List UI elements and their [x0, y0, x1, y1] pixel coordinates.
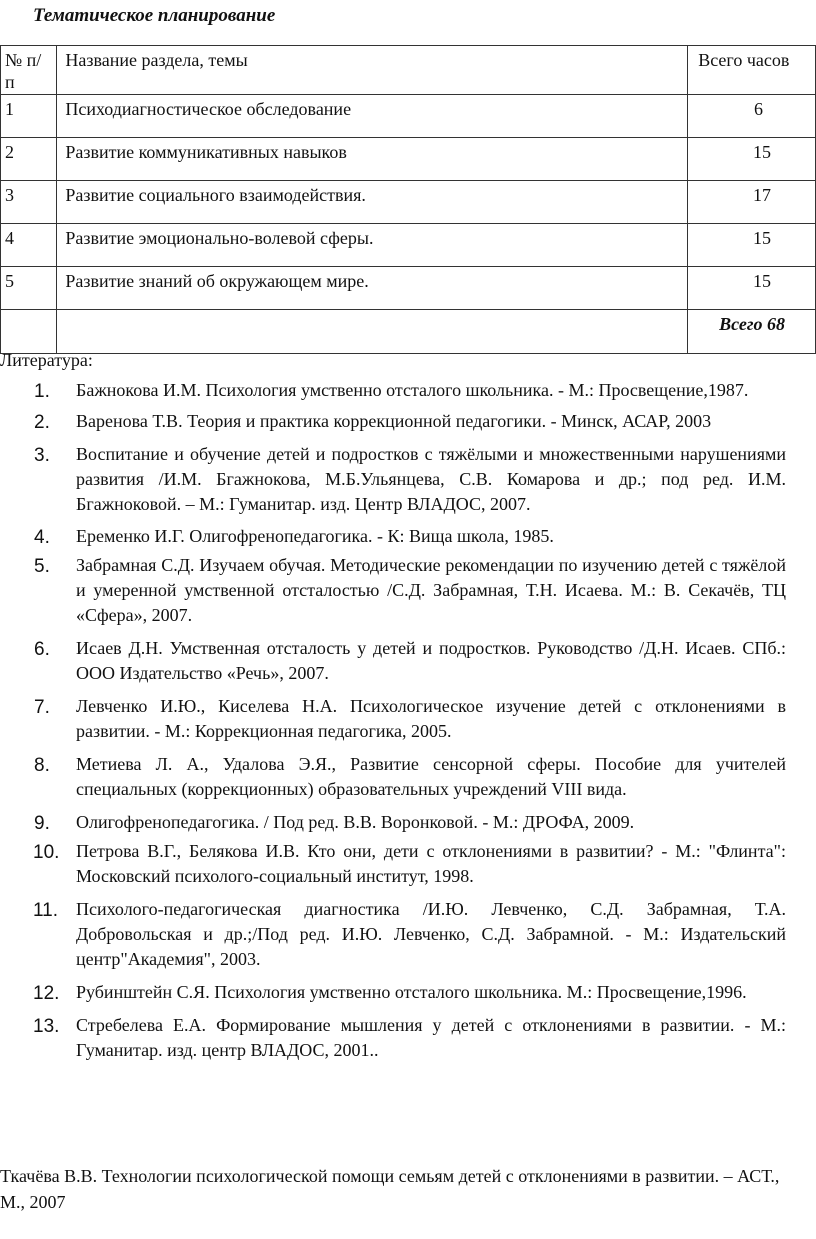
- row-name: Развитие знаний об окружающем мире.: [57, 267, 688, 310]
- page-title: Тематическое планирование: [33, 5, 276, 26]
- thematic-plan-table: [0, 45, 816, 354]
- list-item: [0, 810, 786, 835]
- item-text: Стребелева Е.А. Формирование мышления у детей с отклонениями в развитии. - М.: Гуманитар. изд. центр ВЛАДОС, 2001..: [76, 1015, 786, 1060]
- row-hours-cell: [688, 267, 816, 310]
- item-number: 12.: [33, 983, 60, 1004]
- row-hours: 15: [753, 142, 771, 162]
- row-name: Психодиагностическое обследование: [57, 95, 688, 138]
- row-name: Развитие коммуникативных навыков: [57, 138, 688, 181]
- row-num: 5: [1, 267, 57, 310]
- list-item: [0, 694, 786, 744]
- row-hours: 6: [754, 99, 763, 119]
- list-item: [0, 442, 786, 517]
- list-item: [0, 409, 786, 434]
- list-item: [0, 980, 786, 1005]
- item-number: 8.: [34, 755, 50, 776]
- item-text: Психолого-педагогическая диагностика /И.Ю. Левченко, С.Д. Забрамная, Т.А. Добровольская и др.;/Под ред. И.Ю. Левченко, С.Д. Забрамной. - М.: Издательский центр"Академия", 2003.: [76, 899, 786, 969]
- row-hours-cell: [688, 224, 816, 267]
- item-text: Забрамная С.Д. Изучаем обучая. Методические рекомендации по изучению детей с тяжёлой и умеренной умственной отсталостью /С.Д. Забрамная, Т.Н. Исаева. М.: В. Секачёв, ТЦ «Сфера», 2007.: [76, 555, 786, 625]
- total-empty-num: [1, 310, 57, 354]
- item-number: 2.: [34, 412, 50, 433]
- item-number: 10.: [33, 842, 60, 863]
- item-number: 3.: [34, 445, 50, 466]
- row-hours: 15: [753, 271, 771, 291]
- row-hours: 17: [753, 185, 771, 205]
- list-item: [0, 1013, 786, 1063]
- row-name: Развитие социального взаимодействия.: [57, 181, 688, 224]
- table-row: [1, 224, 816, 267]
- item-text: Олигофренопедагогика. / Под ред. В.В. Воронковой. - М.: ДРОФА, 2009.: [76, 812, 635, 832]
- literature-list: [0, 378, 786, 1063]
- item-number: 1.: [34, 381, 50, 402]
- literature-heading: Литература:: [0, 350, 93, 370]
- list-item: [0, 636, 786, 686]
- table-row: [1, 138, 816, 181]
- table-row: [1, 267, 816, 310]
- item-number: 5.: [34, 556, 50, 577]
- total-empty-name: [57, 310, 688, 354]
- table-total-row: [1, 310, 816, 354]
- item-text: Воспитание и обучение детей и подростков с тяжёлыми и множественными нарушениями развития /И.М. Бгажнокова, М.Б.Ульянцева, С.В. Комарова и др.; под ред. И.М. Бгажноковой. – М.: Гуманитар. изд. Центр ВЛАДОС, 2007.: [76, 444, 786, 514]
- list-item: [0, 897, 786, 972]
- item-text: Варенова Т.В. Теория и практика коррекционной педагогики. - Минск, АСАР, 2003: [76, 411, 712, 431]
- total-hours: Всего 68: [719, 314, 785, 334]
- row-num: 1: [1, 95, 57, 138]
- item-number: 7.: [34, 697, 50, 718]
- item-number: 11.: [33, 900, 59, 921]
- header-hours: Всего часов: [688, 46, 816, 95]
- table-row: [1, 181, 816, 224]
- item-text: Бажнокова И.М. Психология умственно отсталого школьника. - М.: Просвещение,1987.: [76, 380, 749, 400]
- row-num: 3: [1, 181, 57, 224]
- row-hours: 15: [753, 228, 771, 248]
- list-item: [0, 378, 786, 403]
- total-cell: [688, 310, 816, 354]
- row-name: Развитие эмоционально-волевой сферы.: [57, 224, 688, 267]
- list-item: [0, 839, 786, 889]
- item-text: Рубинштейн С.Я. Психология умственно отсталого школьника. М.: Просвещение,1996.: [76, 982, 747, 1002]
- list-item: [0, 524, 786, 549]
- row-hours-cell: [688, 181, 816, 224]
- row-num: 2: [1, 138, 57, 181]
- item-number: 13.: [33, 1016, 60, 1037]
- table-row: [1, 95, 816, 138]
- item-text: Метиева Л. А., Удалова Э.Я., Развитие сенсорной сферы. Пособие для учителей специальных (коррекционных) образовательных учреждений VIII вида.: [76, 754, 786, 799]
- list-item: [0, 752, 786, 802]
- item-number: 4.: [34, 527, 50, 548]
- row-hours-cell: [688, 95, 816, 138]
- list-item: [0, 553, 786, 628]
- item-number: 6.: [34, 639, 50, 660]
- header-name: Название раздела, темы: [57, 46, 688, 95]
- item-text: Исаев Д.Н. Умственная отсталость у детей и подростков. Руководство /Д.Н. Исаев. СПб.: ООО Издательство «Речь», 2007.: [76, 638, 786, 683]
- item-text: Еременко И.Г. Олигофренопедагогика. - К: Вища школа, 1985.: [76, 526, 554, 546]
- item-number: 9.: [34, 813, 50, 834]
- table-header-row: [1, 46, 816, 95]
- literature-tail-entry: Ткачёва В.В. Технологии психологической помощи семьям детей с отклонениями в развитии. – АСТ., М., 2007: [0, 1166, 780, 1212]
- row-hours-cell: [688, 138, 816, 181]
- item-text: Петрова В.Г., Белякова И.В. Кто они, дети с отклонениями в развитии? - М.: "Флинта": Московский психолого-социальный институт, 1998.: [76, 841, 786, 886]
- row-num: 4: [1, 224, 57, 267]
- header-num: № п/п: [1, 46, 57, 95]
- item-text: Левченко И.Ю., Киселева Н.А. Психологическое изучение детей с отклонениями в развитии. - М.: Коррекционная педагогика, 2005.: [76, 696, 786, 741]
